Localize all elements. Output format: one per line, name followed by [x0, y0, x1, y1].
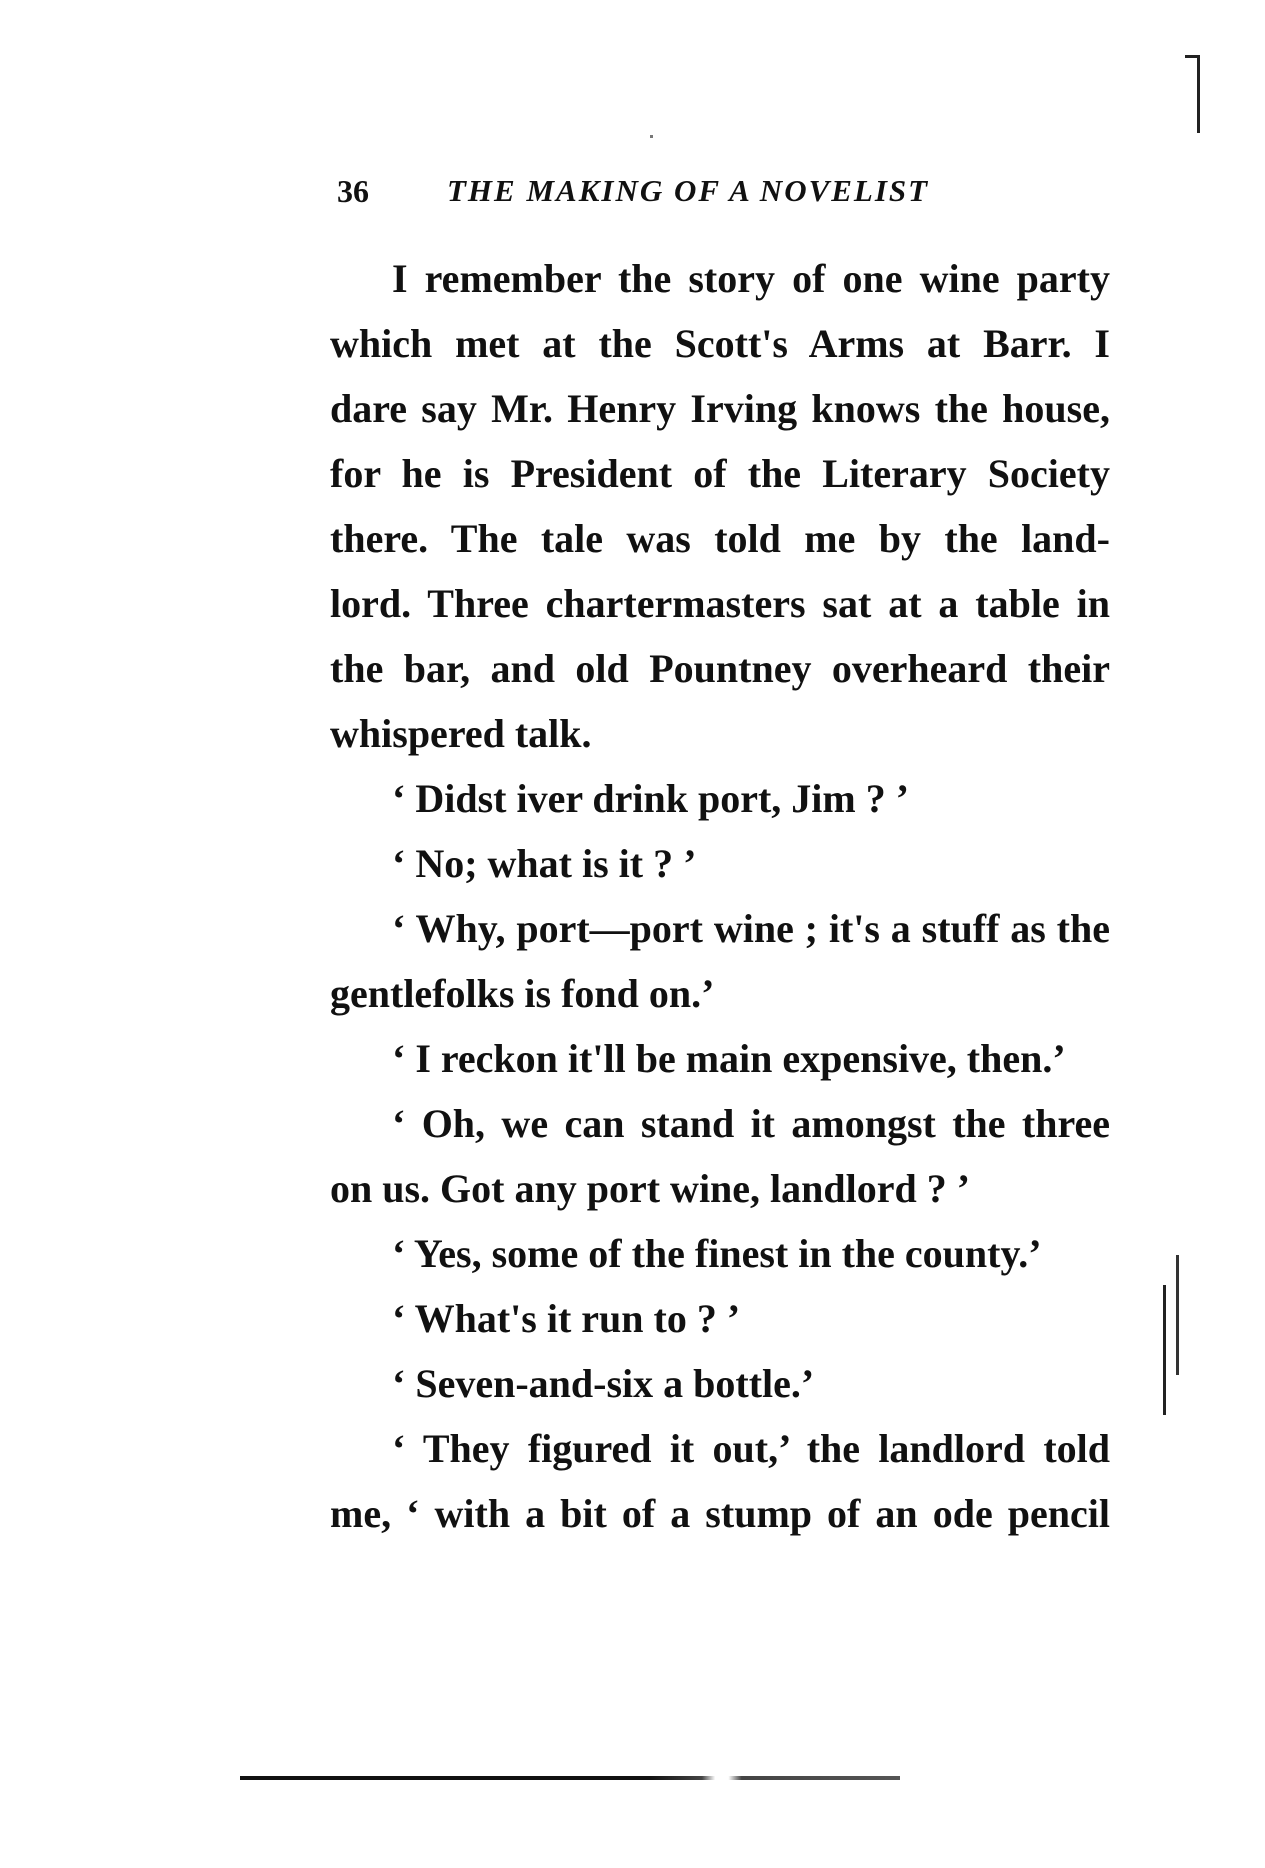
text-line: the bar, and old Pountney overheard their	[330, 646, 1110, 691]
body-text	[330, 246, 1110, 1546]
scan-edge-mark-bottom-inner	[1176, 1255, 1179, 1375]
scan-edge-mark-bottom	[1163, 1285, 1174, 1415]
text-line: gentlefolks is fond on.’	[330, 971, 715, 1016]
text-line: ‘ What's it run to ? ’	[392, 1296, 741, 1341]
running-head: THE MAKING OF A NOVELIST	[447, 173, 930, 208]
print-speck	[650, 135, 653, 138]
text-line: ‘ Didst iver drink port, Jim ? ’	[392, 776, 910, 821]
text-line: which met at the Scott's Arms at Barr. I	[330, 321, 1110, 366]
text-line: there. The tale was told me by the land-	[330, 516, 1110, 561]
text-line: ‘ No; what is it ? ’	[392, 841, 697, 886]
text-line: lord. Three chartermasters sat at a table in	[330, 581, 1110, 626]
text-line: whispered talk.	[330, 711, 592, 756]
text-line: on us. Got any port wine, landlord ? ’	[330, 1166, 971, 1211]
text-line: me, ‘ with a bit of a stump of an ode pencil	[330, 1491, 1110, 1536]
text-line: dare say Mr. Henry Irving knows the house,	[330, 386, 1110, 431]
text-line: ‘ Yes, some of the finest in the county.’	[392, 1231, 1042, 1276]
text-line: ‘ Oh, we can stand it amongst the three	[392, 1101, 1110, 1146]
text-line: I remember the story of one wine party	[392, 256, 1110, 301]
page-header	[337, 173, 1097, 213]
text-line: ‘ Why, port—port wine ; it's a stuff as the	[392, 906, 1110, 951]
scan-edge-mark-top	[1185, 55, 1200, 133]
text-line: ‘ I reckon it'll be main expensive, then.’	[392, 1036, 1066, 1081]
page-number: 36	[337, 173, 369, 209]
bottom-scan-rule	[240, 1776, 900, 1780]
text-line: ‘ Seven-and-six a bottle.’	[392, 1361, 815, 1406]
text-line: ‘ They figured it out,’ the landlord told	[392, 1426, 1110, 1471]
text-line: for he is President of the Literary Society	[330, 451, 1110, 496]
